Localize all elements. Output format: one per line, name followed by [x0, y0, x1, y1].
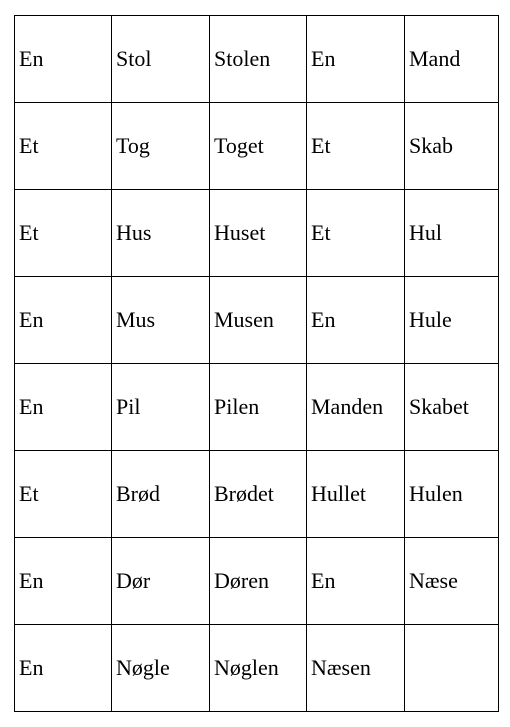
table-cell: Toget: [210, 103, 307, 190]
table-row: [15, 16, 499, 103]
table-cell: Næsen: [307, 625, 405, 712]
table-cell: Nøglen: [210, 625, 307, 712]
table-cell: Pil: [112, 364, 210, 451]
table-cell: En: [307, 16, 405, 103]
table-row: [15, 103, 499, 190]
table-cell: Skabet: [405, 364, 499, 451]
table-cell: Et: [307, 103, 405, 190]
table-row: [15, 451, 499, 538]
table-cell: Stol: [112, 16, 210, 103]
table-cell: Skab: [405, 103, 499, 190]
table-cell: Pilen: [210, 364, 307, 451]
table-row: [15, 277, 499, 364]
table-cell: Et: [15, 103, 112, 190]
table-cell: Mus: [112, 277, 210, 364]
table-cell: Hule: [405, 277, 499, 364]
table-cell: Hus: [112, 190, 210, 277]
table-cell: En: [15, 625, 112, 712]
table-cell: Brød: [112, 451, 210, 538]
table-cell: Stolen: [210, 16, 307, 103]
table-cell: Hulen: [405, 451, 499, 538]
table-cell: Huset: [210, 190, 307, 277]
table-cell: Hullet: [307, 451, 405, 538]
word-table: [14, 15, 499, 712]
table-cell: Hul: [405, 190, 499, 277]
table-cell: Tog: [112, 103, 210, 190]
table-row: [15, 538, 499, 625]
table-cell: En: [307, 277, 405, 364]
table-cell: En: [15, 277, 112, 364]
table-cell: Manden: [307, 364, 405, 451]
table-cell: En: [15, 364, 112, 451]
table-cell: Et: [15, 190, 112, 277]
table-row: [15, 364, 499, 451]
table-cell: Nøgle: [112, 625, 210, 712]
table-row: [15, 625, 499, 712]
table-cell: Døren: [210, 538, 307, 625]
table-cell: Brødet: [210, 451, 307, 538]
table-cell: Musen: [210, 277, 307, 364]
table-cell-empty: [405, 625, 499, 712]
table-cell: En: [307, 538, 405, 625]
table-cell: Dør: [112, 538, 210, 625]
table-cell: Næse: [405, 538, 499, 625]
table-cell: Et: [15, 451, 112, 538]
table-cell: Mand: [405, 16, 499, 103]
table-cell: Et: [307, 190, 405, 277]
table-row: [15, 190, 499, 277]
table-cell: En: [15, 16, 112, 103]
table-cell: En: [15, 538, 112, 625]
